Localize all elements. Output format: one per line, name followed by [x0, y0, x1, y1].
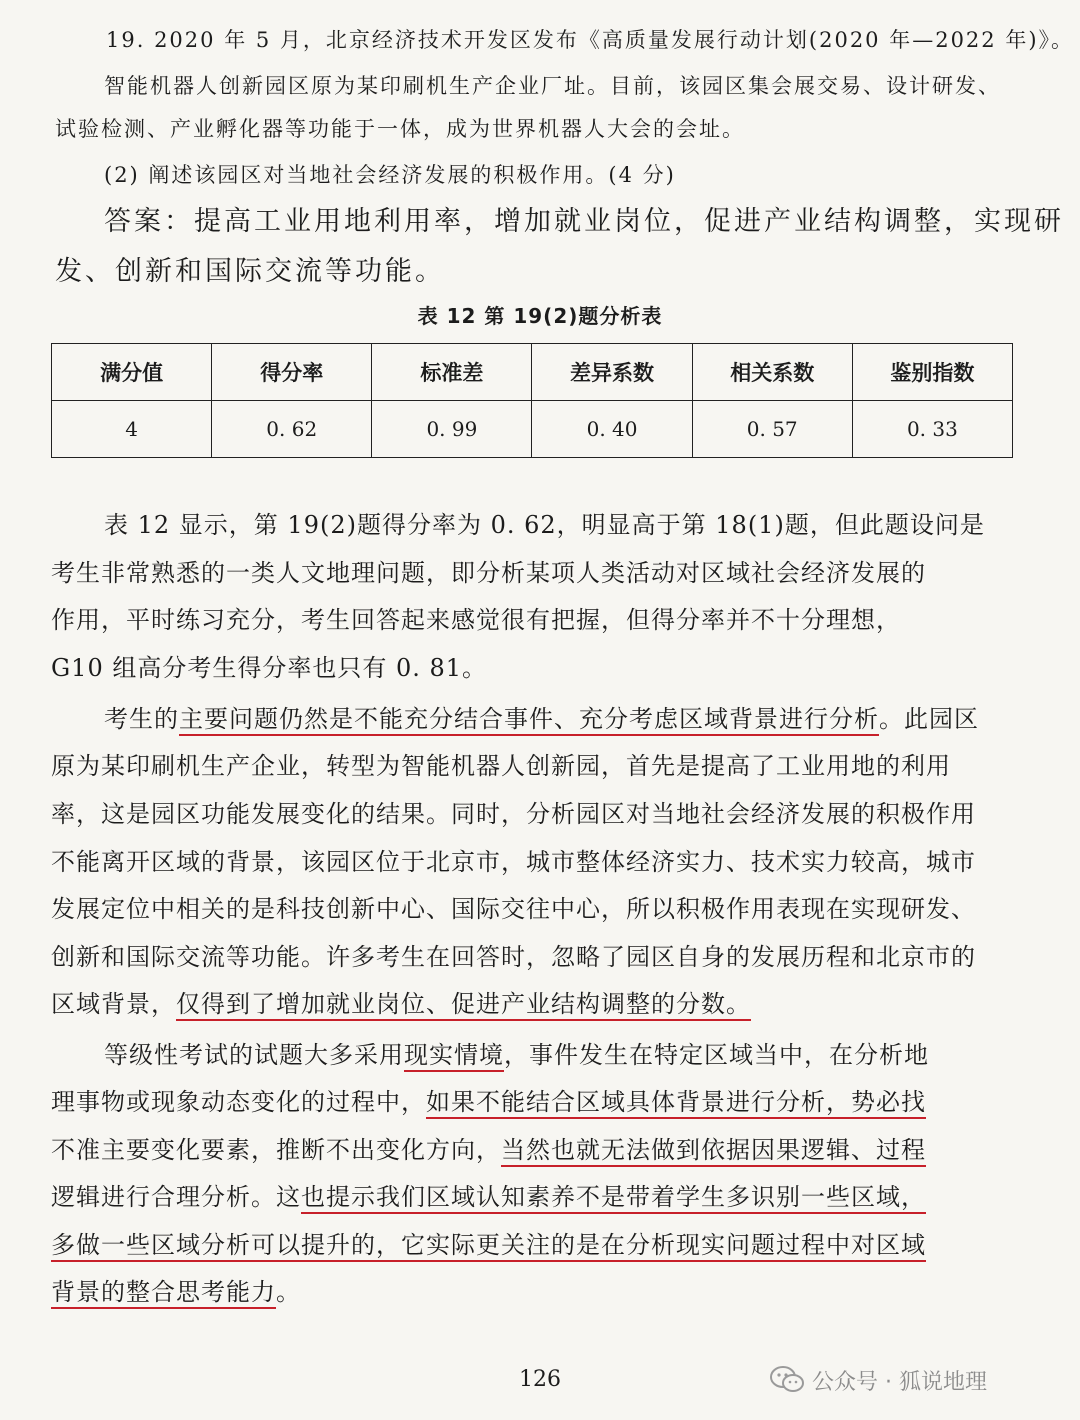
- header-std-dev: 标准差: [372, 344, 532, 401]
- wechat-watermark: [770, 1360, 987, 1400]
- header-correlation-coef: 相关系数: [692, 344, 852, 401]
- para2-text: 区域背景，: [51, 990, 176, 1018]
- cell-variation-coef: 0. 40: [532, 401, 692, 458]
- para1-line-4: G10 组高分考生得分率也只有 0. 81。: [51, 654, 488, 682]
- underlined-text: 当然也就无法做到依据因果逻辑、过程: [501, 1136, 926, 1167]
- question-sub-item: (2) 阐述该园区对当地社会经济发展的积极作用。(4 分): [104, 163, 676, 187]
- header-discrimination-index: 鉴别指数: [852, 344, 1012, 401]
- para1-line-3: 作用，平时练习充分，考生回答起来感觉很有把握，但得分率并不十分理想，: [51, 606, 901, 634]
- wechat-icon: [770, 1365, 804, 1395]
- para3-line-5: [51, 1225, 926, 1260]
- para3-text: 逻辑进行合理分析。这: [51, 1183, 301, 1211]
- para3-text: 理事物或现象动态变化的过程中，: [51, 1088, 426, 1116]
- para3-text: ，事件发生在特定区域当中，在分析地: [504, 1041, 929, 1069]
- answer-line-2: 发、创新和国际交流等功能。: [55, 256, 445, 287]
- question-stem: 19. 2020 年 5 月，北京经济技术开发区发布《高质量发展行动计划(2020 年—2022 年)》。: [106, 28, 1075, 52]
- underlined-text: 如果不能结合区域具体背景进行分析，势必找: [426, 1088, 926, 1119]
- para1-line-2: 考生非常熟悉的一类人文地理问题，即分析某项人类活动对区域社会经济发展的: [51, 559, 926, 587]
- answer-line-1: 答案：提高工业用地利用率，增加就业岗位，促进产业结构调整，实现研: [104, 206, 1064, 237]
- question-material-line-1: 智能机器人创新园区原为某印刷机生产企业厂址。目前，该园区集会展交易、设计研发、: [104, 74, 1001, 98]
- para2-line-7: [51, 984, 751, 1019]
- page-number: 126: [519, 1367, 561, 1392]
- cell-score-rate: 0. 62: [212, 401, 372, 458]
- para3-line-6: [51, 1272, 301, 1307]
- para2-text: 考生的: [104, 705, 179, 733]
- table-row: [52, 401, 1013, 458]
- cell-correlation-coef: 0. 57: [692, 401, 852, 458]
- para2-line-3: 率，这是园区功能发展变化的结果。同时，分析园区对当地社会经济发展的积极作用: [51, 800, 976, 828]
- underlined-text: 仅得到了增加就业岗位、促进产业结构调整的分数。: [176, 990, 751, 1021]
- para2-line-5: 发展定位中相关的是科技创新中心、国际交往中心，所以积极作用表现在实现研发、: [51, 895, 976, 923]
- para3-text: 不准主要变化要素，推断不出变化方向，: [51, 1136, 501, 1164]
- para3-line-3: [51, 1130, 926, 1165]
- para3-text: 等级性考试的试题大多采用: [104, 1041, 404, 1069]
- question-material-line-2: 试验检测、产业孵化器等功能于一体，成为世界机器人大会的会址。: [55, 117, 745, 141]
- header-full-score: 满分值: [52, 344, 212, 401]
- cell-full-score: 4: [52, 401, 212, 458]
- underlined-text: 现实情境: [404, 1041, 504, 1072]
- para1-line-1: 表 12 显示，第 19(2)题得分率为 0. 62，明显高于第 18(1)题，但此题设问是: [104, 511, 985, 539]
- underlined-text: 背景的整合思考能力: [51, 1278, 276, 1309]
- header-score-rate: 得分率: [212, 344, 372, 401]
- underlined-text: 主要问题仍然是不能充分结合事件、充分考虑区域背景进行分析: [179, 705, 879, 736]
- underlined-text: 多做一些区域分析可以提升的，它实际更关注的是在分析现实问题过程中对区域: [51, 1231, 926, 1262]
- analysis-table: [51, 343, 1013, 458]
- table-header-row: [52, 344, 1013, 401]
- cell-discrimination-index: 0. 33: [852, 401, 1012, 458]
- cell-std-dev: 0. 99: [372, 401, 532, 458]
- para2-line-1: [104, 699, 979, 734]
- para3-line-1: [104, 1035, 929, 1070]
- table-caption: 表 12 第 19(2)题分析表: [417, 304, 663, 328]
- watermark-text: 公众号 · 狐说地理: [812, 1369, 987, 1395]
- para2-line-2: 原为某印刷机生产企业，转型为智能机器人创新园，首先是提高了工业用地的利用: [51, 752, 951, 780]
- underlined-text: 也提示我们区域认知素养不是带着学生多识别一些区域，: [301, 1183, 926, 1214]
- para2-line-4: 不能离开区域的背景，该园区位于北京市，城市整体经济实力、技术实力较高，城市: [51, 848, 976, 876]
- para2-line-6: 创新和国际交流等功能。许多考生在回答时，忽略了园区自身的发展历程和北京市的: [51, 943, 976, 971]
- para3-line-4: [51, 1177, 926, 1212]
- header-variation-coef: 差异系数: [532, 344, 692, 401]
- para3-line-2: [51, 1082, 926, 1117]
- para2-text: 。此园区: [879, 705, 979, 733]
- para3-text: 。: [276, 1278, 301, 1306]
